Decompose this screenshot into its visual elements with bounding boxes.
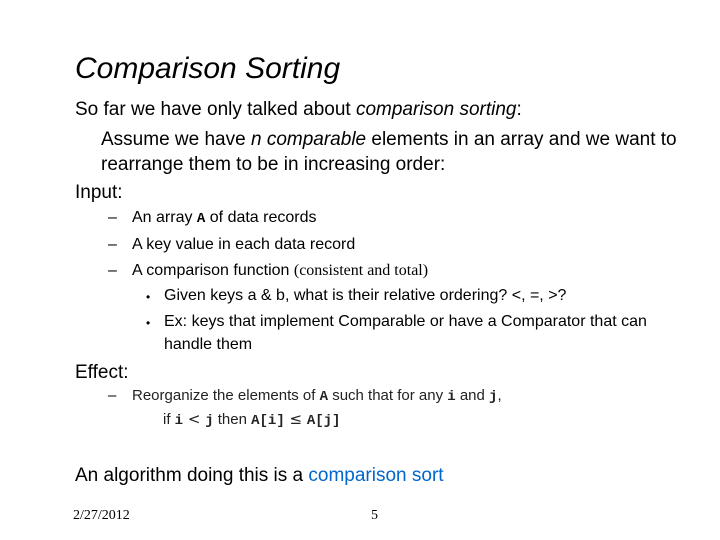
effect-line-1 <box>132 387 502 405</box>
item3-a: A comparison function <box>132 262 294 279</box>
item1-b: of data records <box>205 209 317 226</box>
slide-title: Comparison Sorting <box>75 52 341 85</box>
input-item-1-dash: – <box>108 209 117 226</box>
bullet-2-line-1: Ex: keys that implement Comparable or have a Comparator that can <box>164 313 647 330</box>
intro-emphasis: comparison sorting <box>355 99 517 120</box>
conclusion-line <box>75 465 444 487</box>
item1-code: A <box>196 211 206 227</box>
item1-a: An array <box>132 209 197 226</box>
footer-date: 2/27/2012 <box>73 508 130 523</box>
effect-lt: < <box>183 410 206 428</box>
effect-and: and <box>455 387 490 404</box>
assume-p1: Assume we have <box>101 129 251 150</box>
effect-a: Reorganize the elements of <box>132 387 320 404</box>
effect-if: if <box>163 411 175 428</box>
effect-j2: j <box>205 413 214 429</box>
effect-aj: A[j] <box>306 413 341 429</box>
input-item-3-dash: – <box>108 262 117 279</box>
bullet-1-mark: • <box>146 290 151 304</box>
input-item-2: A key value in each data record <box>132 236 356 253</box>
effect-dash: – <box>108 387 117 404</box>
assume-comparable: comparable <box>266 129 367 150</box>
input-heading: Input: <box>75 182 123 203</box>
input-item-1 <box>132 209 317 227</box>
conclusion-prefix: An algorithm doing this is a <box>75 465 309 486</box>
assume-p2: elements in an array and we want to <box>366 129 677 150</box>
assume-n: n <box>250 129 262 150</box>
bullet-2-line-2: handle them <box>164 336 253 353</box>
comparison-sort-link[interactable]: comparison sort <box>308 465 444 486</box>
footer-page-number: 5 <box>371 508 378 523</box>
input-item-3 <box>132 262 428 280</box>
effect-then: then <box>213 411 252 428</box>
intro-suffix: : <box>516 99 522 120</box>
effect-b: such that for any <box>328 387 448 404</box>
assume-line-2: rearrange them to be in increasing order: <box>101 154 446 175</box>
effect-le: ≤ <box>284 410 307 428</box>
effect-i: i <box>447 389 456 405</box>
intro-prefix: So far we have only talked about <box>75 99 356 120</box>
input-item-2-dash: – <box>108 236 117 253</box>
assume-line-1 <box>101 129 677 151</box>
effect-code-a: A <box>319 389 329 405</box>
effect-j: j <box>489 389 498 405</box>
item3-b: (consistent and total) <box>293 262 429 279</box>
intro-line <box>75 99 522 121</box>
effect-i2: i <box>174 413 184 429</box>
bullet-1: Given keys a & b, what is their relative ordering? <, =, >? <box>164 287 567 304</box>
effect-comma: , <box>497 387 502 404</box>
effect-line-2 <box>163 410 340 429</box>
effect-ai: A[i] <box>251 413 285 429</box>
bullet-2-mark: • <box>146 316 151 330</box>
effect-heading: Effect: <box>75 362 129 383</box>
